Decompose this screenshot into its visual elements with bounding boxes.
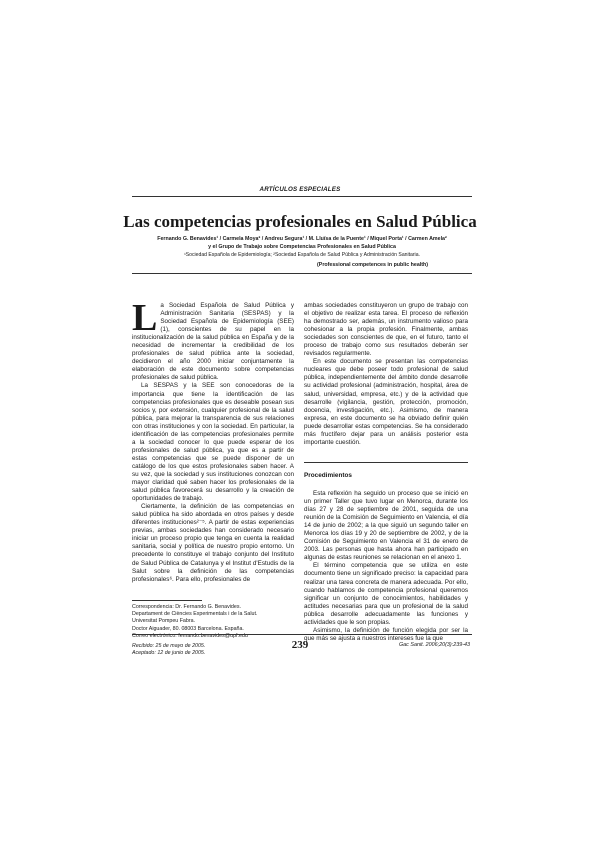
body-paragraph: En este documento se presentan las competencias nucleares que debe poseer todo profesional de salud pública, independientemente del ámbito donde desarrolle su actividad profesional (administración, hospital, área de salud, universidad, empresa, etc.) y de la actividad que desarrolle (vigilancia, gestión, protección, promoción, docencia, investigación, etc.). Asimismo, de manera expresa, en este documento se ha obviado definir quién puede desarrollar estas competencias. Se ha considerado más fructífero dejar para un análisis posterior esta importante cuestión.: [304, 358, 468, 446]
right-column-bottom: [304, 490, 468, 643]
footnote-line: Correspondencia: Dr. Fernando G. Benavides.: [132, 604, 241, 610]
footnote-line: Departament de Ciències Experimentals i de la Salut.: [132, 611, 258, 618]
author-list: [132, 236, 472, 251]
article-title: Las competencias profesionales en Salud Pública: [123, 212, 477, 231]
received-date: Recibido: 25 de mayo de 2005.: [132, 643, 206, 650]
section-rule: [304, 462, 468, 463]
section-label: ARTÍCULOS ESPECIALES: [259, 186, 341, 193]
body-paragraph: ambas sociedades constituyeron un grupo de trabajo con el objetivo de realizar esta tarea. El proceso de reflexión ha demostrado ser, además, un instrumento valioso para cohesionar a la propia profesión. Finalmente, ambas sociedades son conscientes de que, en el futuro, tanto el proceso de trabajo como sus resultados deberán ser revisados regularmente.: [304, 302, 468, 358]
footnote-line: Universitat Pompeu Fabra.: [132, 618, 196, 625]
page-number: 239: [291, 639, 309, 651]
right-column-top: [304, 302, 468, 447]
authors-line-2: y el Grupo de Trabajo sobre Competencias Profesionales en Salud Pública: [208, 243, 396, 250]
body-paragraph: Ciertamente, la definición de las competencias en salud pública ha sido abordada en otros países y desde diferentes instituciones²⁻⁵. A partir de estas experiencias previas, ambas sociedades han considerado necesario iniciar un proceso propio que tenga en cuenta la realidad sanitaria, social y política de nuestro propio entorno. Un precedente lo constituye el trabajo conjunto del Instituto de Salud Pública de Catalunya y el Institut d'Estudis de la Salut sobre la definición de las competencias profesionales⁶. Para ello, profesionales de: [132, 503, 294, 583]
left-column: [132, 297, 294, 584]
journal-citation: Gac Sanit. 2006;20(3):239-43: [398, 642, 470, 648]
body-paragraph: La SESPAS y la SEE son conocedoras de la importancia que tiene la identificación de las competencias profesionales que es deseable posean sus socios y, por extensión, cualquier profesional de la salud pública, para mejorar la transparencia de sus relaciones con otras instituciones y con la sociedad. En particular, la identificación de las competencias profesionales permite a la sociedad conocer lo que puede esperar de los profesionales de salud pública, ya que es a partir de estas competencias que se puede disponer de un catálogo de los que estos profesionales saben hacer. A su vez, que la sociedad y sus instituciones conozcan con mayor claridad qué saben hacer los profesionales de la salud pública favorecerá su desarrollo y la creación de oportunidades de trabajo.: [132, 382, 294, 503]
body-paragraph: Esta reflexión ha seguido un proceso que se inició en un primer Taller que tuvo lugar en Menorca, durante los días 27 y 28 de septiembre de 2001, seguida de una reunión de la Comisión de Seguimiento en Valencia, el día 14 de junio de 2002; a la que siguió un segundo taller en Menorca los días 19 y 20 de septiembre de 2002, y de la Comisión de Seguimiento en Valencia el 31 de enero de 2003. Las personas que hasta ahora han participado en algunas de estas reuniones se relacionan en el anexo 1.: [304, 490, 468, 562]
email-line: Correo electrónico: fernando.benavides@upf.edu: [132, 632, 248, 639]
body-paragraph: El término competencia que se utiliza en este documento tiene un significado preciso: la capacidad para realizar una tarea concreta de manera adecuada. Por ello, cuando hablamos de competencia profesional queremos significar un conjunto de conocimientos, habilidades y actitudes necesarias para que un profesional de la salud pública desarrolle adecuadamente las funciones y actividades que le son propias.: [304, 562, 468, 626]
body-paragraph: Asimismo, la definición de función elegida por ser la que más se ajusta a nuestros intereses fue la que: [304, 626, 468, 642]
accepted-date: Aceptado: 12 de junio de 2005.: [132, 650, 206, 657]
footnote-line: Doctor Aiguader, 80. 08003 Barcelona. España.: [132, 625, 244, 632]
affiliations: ¹Sociedad Española de Epidemiología; ²Sociedad Española de Salud Pública y Administración Sanitaria.: [184, 252, 420, 258]
footnote-rule: [132, 600, 202, 601]
section-heading-wrap: [304, 472, 468, 490]
section-heading: Procedimientos: [304, 472, 352, 479]
drop-cap: L: [132, 297, 158, 339]
footer-rule: [132, 634, 472, 635]
header-rule: [132, 196, 472, 197]
authors-line-1: Fernando G. Benavides¹ / Carmela Moya² / Andreu Segura¹ / M. Lluïsa de la Puente¹ / Miquel Porta¹ / Carmen Amela²: [157, 236, 447, 242]
intro-paragraph: La Sociedad Española de Salud Pública y Administración Sanitaria (SESPAS) y la Sociedad Española de Epidemiología (SEE) (1), conscientes de su papel en la institucionalización de la salud pública en España y de la necesidad de incrementar la credibilidad de los profesionales de salud pública ante la sociedad, decidieron el año 2000 iniciar conjuntamente la elaboración de este documento sobre competencias profesionales de salud pública.: [132, 297, 294, 382]
title-block-rule: [132, 273, 472, 274]
english-title: (Professional competences in public health): [317, 262, 428, 268]
